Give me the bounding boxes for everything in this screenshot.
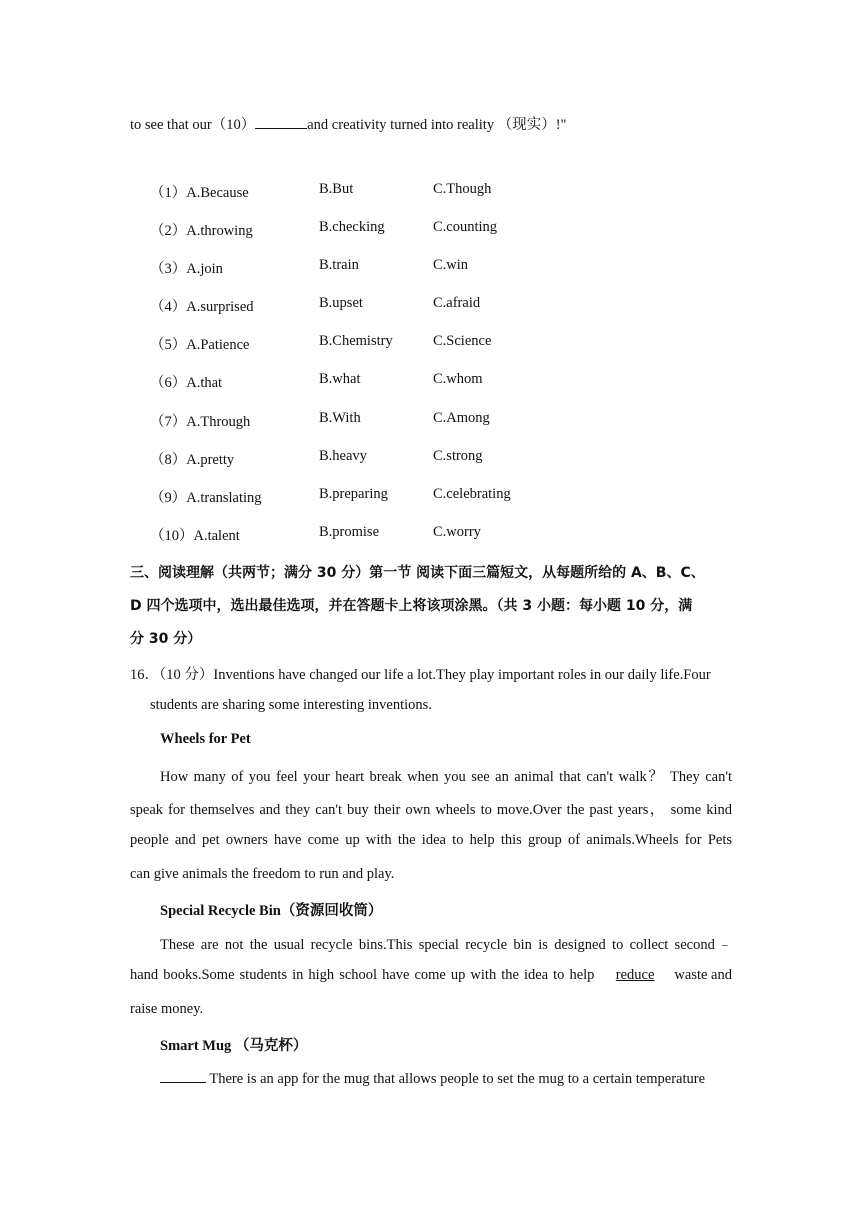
- smart-mug-text: There is an app for the mug that allows people to set the mug to a certain temperature: [206, 1071, 706, 1087]
- option-c: C.whom: [433, 371, 483, 388]
- invention-title-recycle-bin: Special Recycle Bin（资源回收筒）: [160, 903, 383, 919]
- answer-blank: [160, 1069, 206, 1083]
- option-c: C.Among: [433, 409, 490, 426]
- section-heading-line-2: D 四个选项中，选出最佳选项，并在答题卡上将该项涂黑。（共 3 小题：每小题 10 分，满: [130, 598, 693, 614]
- option-b: B.Chemistry: [319, 333, 393, 350]
- paragraph-line: [130, 967, 732, 984]
- question-16-line-2: students are sharing some interesting inventions.: [150, 697, 432, 713]
- paragraph-line: How many of you feel your heart break when you see an animal that can't walk？ They can't: [160, 769, 732, 785]
- paragraph-line: people and pet owners have come up with the idea to help this group of animals.Wheels for Pets: [130, 832, 732, 848]
- option-a: （9）A.translating: [150, 489, 262, 506]
- option-a: （8）A.pretty: [150, 451, 235, 468]
- paragraph-line: can give animals the freedom to run and play.: [130, 866, 395, 882]
- continuation-text-before: to see that our（10）: [130, 117, 256, 133]
- passage-continuation-line: [130, 113, 566, 134]
- text-after-reduce: waste and: [670, 967, 732, 983]
- option-b: B.heavy: [319, 447, 367, 464]
- option-a: （2）A.throwing: [150, 223, 253, 240]
- invention-title-wheels: Wheels for Pet: [160, 731, 251, 747]
- option-c: C.strong: [433, 447, 483, 464]
- option-c: C.celebrating: [433, 485, 511, 502]
- paragraph-line: These are not the usual recycle bins.This special recycle bin is designed to collect second﹣: [160, 937, 732, 953]
- option-c: C.Though: [433, 181, 492, 197]
- option-c: C.afraid: [433, 295, 481, 312]
- option-a: （5）A.Patience: [150, 337, 250, 354]
- section-heading-line-1: 三、阅读理解（共两节；满分 30 分）第一节 阅读下面三篇短文，从每题所给的 A、B、C、: [130, 565, 705, 581]
- option-b: B.what: [319, 371, 361, 388]
- option-b: B.preparing: [319, 485, 388, 502]
- question-number: 16．（10 分）: [130, 667, 214, 683]
- continuation-text-after: and creativity turned into reality （现实）!": [307, 117, 567, 133]
- paragraph-line: [160, 1069, 705, 1088]
- invention-title-smart-mug: Smart Mug （马克杯）: [160, 1038, 308, 1054]
- option-a: （7）A.Through: [150, 413, 251, 430]
- option-b: B.train: [319, 257, 359, 274]
- question-intro: Inventions have changed our life a lot.They play important roles in our daily life.Four: [213, 667, 711, 683]
- answer-blank-10: [255, 114, 307, 129]
- section-heading-line-3: 分 30 分）: [130, 631, 202, 647]
- option-b: B.upset: [319, 295, 363, 312]
- option-b: B.promise: [319, 523, 380, 540]
- paragraph-line: raise money.: [130, 1001, 204, 1017]
- option-a: （4）A.surprised: [150, 299, 254, 316]
- option-b: B.But: [319, 181, 354, 197]
- option-b: B.checking: [319, 219, 385, 236]
- option-a: （6）A.that: [150, 375, 223, 392]
- option-c: C.win: [433, 257, 469, 274]
- option-a: （3）A.join: [150, 261, 223, 278]
- paragraph-line: speak for themselves and they can't buy their own wheels to move.Over the past years， some kind: [130, 802, 732, 818]
- option-c: C.Science: [433, 333, 492, 350]
- option-c: C.counting: [433, 219, 498, 236]
- option-a: （1）A.Because: [150, 185, 249, 201]
- option-a: （10）A.talent: [150, 527, 240, 544]
- option-c: C.worry: [433, 523, 481, 540]
- text-before-reduce: hand books.Some students in high school have come up with the idea to help: [130, 967, 600, 983]
- option-b: B.With: [319, 409, 361, 426]
- underlined-word-reduce: reduce: [615, 967, 655, 983]
- question-16-line-1: [130, 663, 711, 684]
